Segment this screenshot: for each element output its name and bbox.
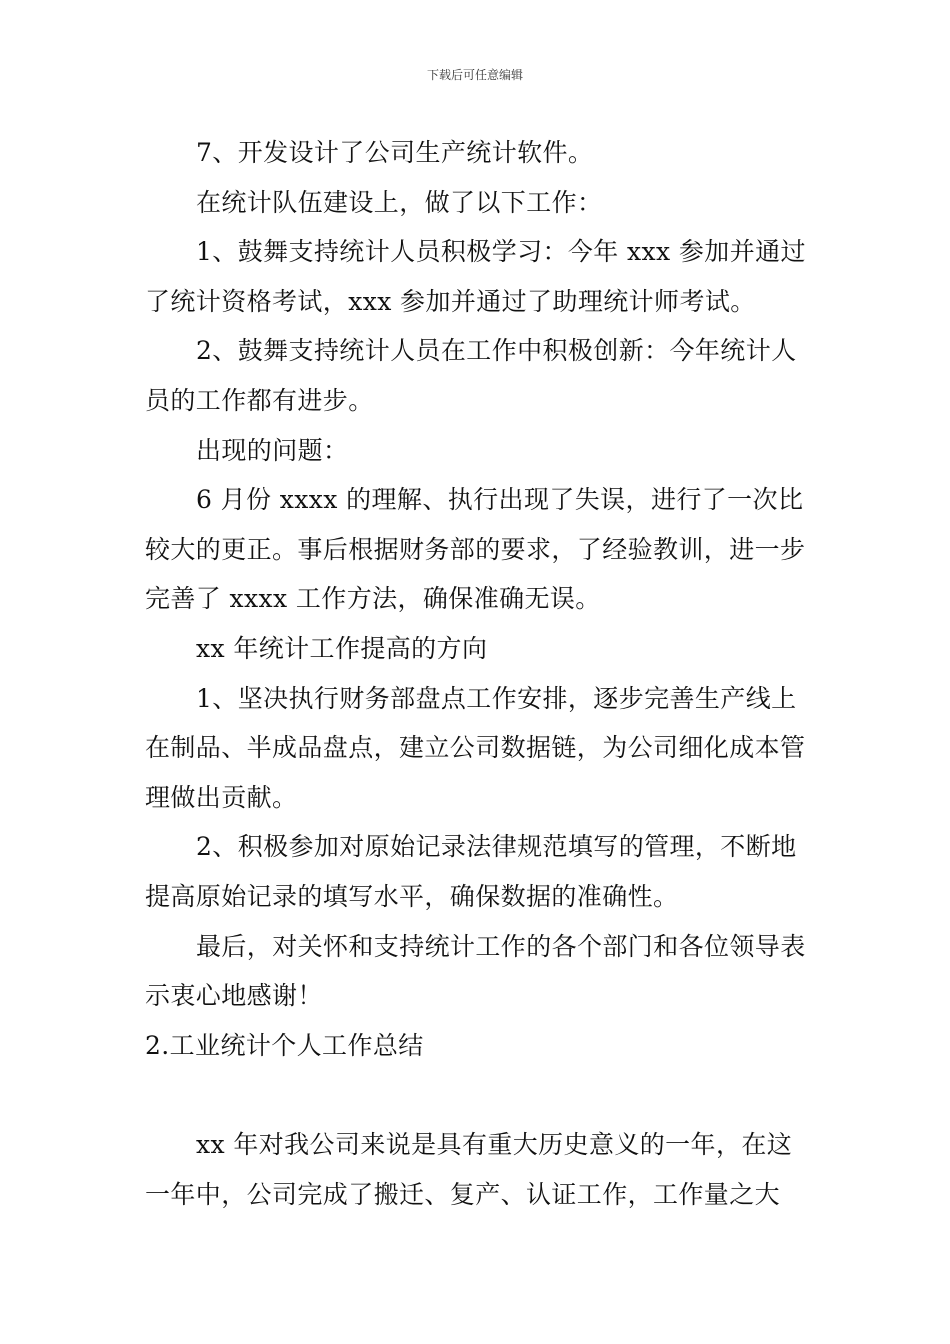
page-header-note: 下载后可任意编辑 [426,68,523,82]
paragraph-direction-title: xx 年统计工作提高的方向 [196,633,488,663]
document-body [145,128,811,1219]
section-spacer [145,1070,811,1120]
paragraph-team-2: 2、鼓舞支持统计人员在工作中积极创新：今年统计人员的工作都有进步。 [145,336,797,415]
paragraph-direction-2: 2、积极参加对原始记录法律规范填写的管理，不断地提高原始记录的填写水平，确保数据的准确性。 [145,832,797,911]
paragraph-summary-intro: xx 年对我公司来说是具有重大历史意义的一年，在这一年中，公司完成了搬迁、复产、认证工作，工作量之大 [145,1130,793,1209]
paragraph-problems-title: 出现的问题： [196,435,349,465]
paragraph-team-1: 1、鼓舞支持统计人员积极学习：今年 xxx 参加并通过了统计资格考试，xxx 参加并通过了助理统计师考试。 [145,237,806,316]
paragraph-direction-1: 1、坚决执行财务部盘点工作安排，逐步完善生产线上在制品、半成品盘点，建立公司数据链，为公司细化成本管理做出贡献。 [145,683,806,812]
paragraph-thanks: 最后，对关怀和支持统计工作的各个部门和各位领导表示衷心地感谢！ [145,931,806,1011]
paragraph-problems: 6 月份 xxxx 的理解、执行出现了失误，进行了一次比较大的更正。事后根据财务部的要求，了经验教训，进一步完善了 xxxx 工作方法，确保准确无误。 [145,485,806,614]
paragraph-item-7: 7、开发设计了公司生产统计软件。 [196,138,594,167]
paragraph-team-building: 在统计队伍建设上，做了以下工作： [196,187,603,217]
section-heading: 2.工业统计个人工作总结 [145,1030,424,1060]
